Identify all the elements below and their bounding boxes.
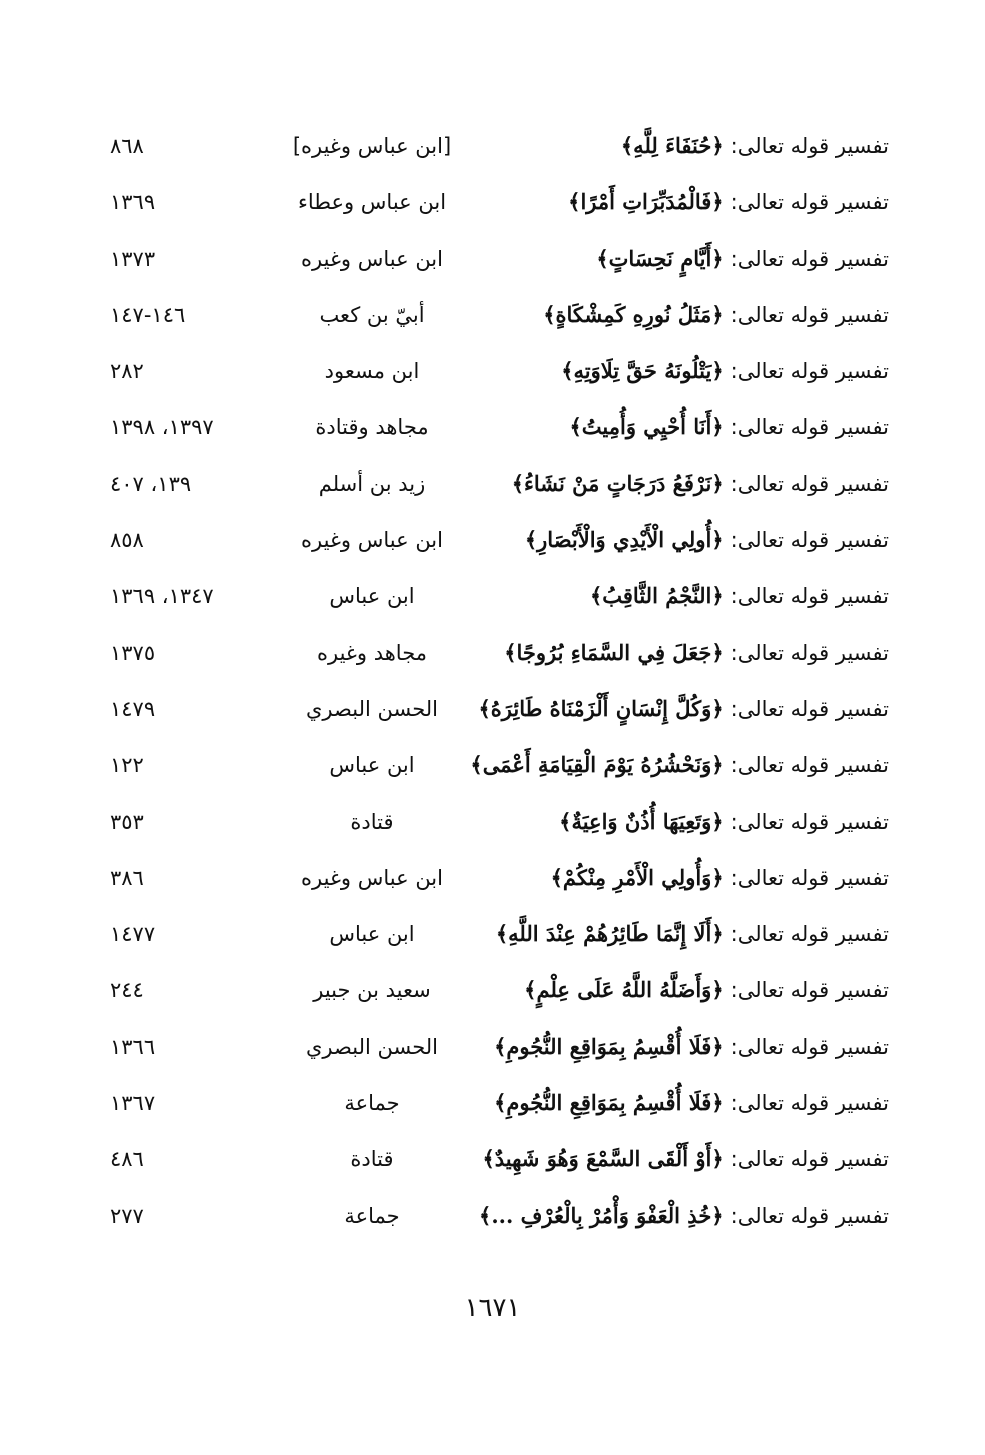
entry-label: تفسير قوله تعالى: [730,1034,889,1059]
page-reference: ١٣٩، ٤٠٧ [110,471,192,496]
narrator-source: زيد بن أسلم [318,471,426,496]
verse-text: ﴿أَنَا أُحْيِي وَأُمِيتُ﴾ [569,414,724,440]
narrator-source: ابن عباس وغيره [301,528,443,553]
tafsir-entry [439,858,889,899]
tafsir-entry [439,1083,889,1124]
page-reference: ٨٥٨ [110,528,144,553]
entry-label: تفسير قوله تعالى: [730,809,889,834]
page-reference: ١٤٦-١٤٧ [110,302,186,327]
list-item [0,512,985,568]
page-reference: ١٣٦٦ [110,1034,156,1059]
verse-text: ﴿نَرْفَعُ دَرَجَاتٍ مَنْ نَشَاءُ﴾ [511,470,724,496]
list-item [0,962,985,1018]
verse-text: ﴿فَالْمُدَبِّرَاتِ أَمْرًا﴾ [568,189,724,215]
narrator-source: ابن مسعود [324,359,420,384]
tafsir-entry [439,745,889,786]
tafsir-entry [439,576,889,617]
entry-label: تفسير قوله تعالى: [730,1147,889,1172]
page-reference: ١٣٤٧، ١٣٦٩ [110,584,214,609]
page-reference: ٢٧٧ [110,1203,144,1228]
narrator-source: ابن عباس وغيره [301,865,443,890]
list-item [0,737,985,793]
list-item [0,794,985,850]
narrator-source: جماعة [344,1091,400,1116]
verse-text: ﴿خُذِ الْعَفْوَ وَأْمُرْ بِالْعُرْفِ ...﴾ [479,1202,724,1228]
verse-text: ﴿وَكُلَّ إِنْسَانٍ أَلْزَمْنَاهُ طَائِرَهُ﴾ [478,695,724,721]
narrator-source: قتادة [350,809,394,834]
page-reference: ٨٦٨ [110,134,144,158]
verse-text: ﴿أَلَا إِنَّمَا طَائِرُهُمْ عِنْدَ اللَّهِ﴾ [495,921,724,947]
entry-label: تفسير قوله تعالى: [730,696,889,721]
narrator-source: أبيّ بن كعب [319,302,425,327]
entry-label: تفسير قوله تعالى: [730,134,889,158]
tafsir-entry [439,802,889,843]
tafsir-entry [439,914,889,955]
tafsir-entry [439,1027,889,1068]
entry-label: تفسير قوله تعالى: [730,471,889,496]
tafsir-index-list [0,118,985,1244]
list-item [0,1188,985,1244]
page-reference: ١٢٢ [110,753,144,778]
list-item [0,174,985,230]
entry-label: تفسير قوله تعالى: [730,1091,889,1116]
narrator-source: [ابن عباس وغيره] [292,134,452,158]
narrator-source: ابن عباس وغيره [301,246,443,271]
narrator-source: الحسن البصري [306,1034,438,1059]
narrator-source: الحسن البصري [306,696,438,721]
list-item [0,681,985,737]
verse-text: ﴿وَأَضَلَّهُ اللَّهُ عَلَى عِلْمٍ﴾ [524,977,724,1003]
narrator-source: ابن عباس وعطاء [297,190,447,215]
entry-label: تفسير قوله تعالى: [730,640,889,665]
verse-text: ﴿فَلَا أُقْسِمُ بِمَوَاقِعِ النُّجُومِ﴾ [494,1090,724,1116]
page-reference: ١٤٧٧ [110,922,156,947]
page-reference: ١٣٦٩ [110,190,156,215]
tafsir-entry [439,464,889,505]
list-item [0,906,985,962]
tafsir-entry [439,351,889,392]
tafsir-entry [439,520,889,561]
list-item [0,625,985,681]
narrator-source: ابن عباس [329,584,415,609]
page-reference: ١٣٩٧، ١٣٩٨ [110,415,214,440]
list-item [0,231,985,287]
entry-label: تفسير قوله تعالى: [730,922,889,947]
tafsir-entry [439,295,889,336]
tafsir-entry [439,970,889,1011]
list-item [0,850,985,906]
tafsir-entry [439,239,889,280]
entry-label: تفسير قوله تعالى: [730,359,889,384]
verse-text: ﴿أُولِي الْأَيْدِي وَالْأَبْصَارِ﴾ [524,527,724,553]
list-item [0,1075,985,1131]
narrator-source: ابن عباس [329,753,415,778]
entry-label: تفسير قوله تعالى: [730,865,889,890]
verse-text: ﴿أَوْ أَلْقَى السَّمْعَ وَهُوَ شَهِيدٌ﴾ [482,1146,724,1172]
list-item [0,399,985,455]
entry-label: تفسير قوله تعالى: [730,978,889,1003]
tafsir-entry [439,1139,889,1180]
narrator-source: جماعة [344,1203,400,1228]
page-reference: ٢٨٢ [110,359,144,384]
page-number: ١٦٧١ [464,1293,521,1323]
narrator-source: ابن عباس [329,922,415,947]
page-reference: ١٣٧٣ [110,246,156,271]
tafsir-entry [439,126,889,167]
narrator-source: مجاهد وغيره [316,640,428,665]
verse-text: ﴿وَنَحْشُرُهُ يَوْمَ الْقِيَامَةِ أَعْمَى﴾ [470,752,724,778]
page-reference: ١٤٧٩ [110,696,156,721]
verse-text: ﴿فَلَا أُقْسِمُ بِمَوَاقِعِ النُّجُومِ﴾ [494,1033,724,1059]
verse-text: ﴿وَأُولِي الْأَمْرِ مِنْكُمْ﴾ [550,864,724,890]
tafsir-entry [439,407,889,448]
entry-label: تفسير قوله تعالى: [730,753,889,778]
tafsir-entry [439,1196,889,1237]
narrator-source: مجاهد وقتادة [315,415,429,440]
tafsir-entry [439,689,889,730]
entry-label: تفسير قوله تعالى: [730,584,889,609]
page-reference: ٣٨٦ [110,865,144,890]
list-item [0,118,985,174]
verse-text: ﴿حُنَفَاءَ لِلَّهِ﴾ [620,133,724,158]
list-item [0,568,985,624]
entry-label: تفسير قوله تعالى: [730,302,889,327]
list-item [0,456,985,512]
page-reference: ٣٥٣ [110,809,144,834]
list-item [0,1131,985,1187]
page-reference: ١٣٧٥ [110,640,156,665]
list-item [0,343,985,399]
verse-text: ﴿النَّجْمُ الثَّاقِبُ﴾ [589,583,724,609]
entry-label: تفسير قوله تعالى: [730,246,889,271]
tafsir-entry [439,633,889,674]
verse-text: ﴿مَثَلُ نُورِهِ كَمِشْكَاةٍ﴾ [543,301,724,327]
verse-text: ﴿يَتْلُونَهُ حَقَّ تِلَاوَتِهِ﴾ [561,358,724,384]
page-reference: ٢٤٤ [110,978,144,1003]
list-item [0,1019,985,1075]
verse-text: ﴿أَيَّامٍ نَحِسَاتٍ﴾ [596,245,724,271]
list-item [0,287,985,343]
page-reference: ٤٨٦ [110,1147,144,1172]
verse-text: ﴿وَتَعِيَهَا أُذُنٌ وَاعِيَةٌ﴾ [559,808,724,834]
entry-label: تفسير قوله تعالى: [730,415,889,440]
entry-label: تفسير قوله تعالى: [730,528,889,553]
entry-label: تفسير قوله تعالى: [730,1203,889,1228]
entry-label: تفسير قوله تعالى: [730,190,889,215]
page-reference: ١٣٦٧ [110,1091,156,1116]
narrator-source: سعيد بن جبير [313,978,431,1003]
verse-text: ﴿جَعَلَ فِي السَّمَاءِ بُرُوجًا﴾ [504,639,724,665]
narrator-source: قتادة [350,1147,394,1172]
tafsir-entry [439,182,889,223]
